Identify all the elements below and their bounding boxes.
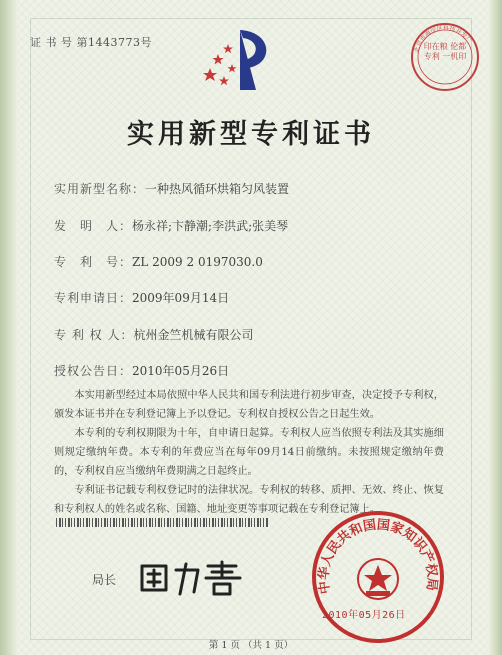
field-filing-date: [54, 289, 229, 306]
field-inventors: [54, 217, 288, 234]
certificate-title: 实用新型专利证书: [127, 119, 375, 150]
seal-text: 中华人民共和国国家知识产权局: [316, 517, 440, 595]
director-signature-icon: [136, 556, 246, 598]
field-value: 一种热风循环烘箱匀风装置: [145, 182, 290, 196]
field-value: ZL 2009 2 0197030.0: [132, 255, 263, 269]
left-border-ornament: [0, 0, 18, 655]
field-label: 发 明 人：: [54, 219, 133, 233]
director-label: 局长: [92, 573, 117, 587]
printer-seal-text: 印在粮 伦都专利 一机印: [423, 42, 467, 61]
field-value: 2010年05月26日: [132, 364, 230, 378]
certificate-body: [54, 386, 444, 519]
body-paragraph: 专利证书记载专利权登记时的法律状况。专利权的转移、质押、无效、终止、恢复和专利权人的姓名或名称、国籍、地址变更等事项记载在专利登记簿上。: [54, 485, 444, 515]
printer-seal: [408, 20, 482, 94]
right-border-ornament: [488, 0, 502, 655]
certificate-number: 证 书 号 第1443773号: [30, 36, 152, 49]
field-value: 杨永祥;卞静潮;李洪武;张美琴: [132, 219, 289, 233]
field-grant-date: [54, 362, 229, 379]
body-paragraph: 本实用新型经过本局依照中华人民共和国专利法进行初步审查，决定授予专利权，颁发本证书并在专利登记簿上予以登记。专利权自授权公告之日起生效。: [54, 390, 444, 420]
field-label: 实用新型名称：: [54, 182, 146, 196]
field-label: 专利申请日：: [54, 291, 133, 305]
barcode: [56, 518, 268, 527]
patent-office-emblem-icon: [196, 24, 276, 94]
field-value: 杭州金竺机械有限公司: [133, 328, 254, 342]
field-label: 专 利 号：: [54, 255, 133, 269]
field-value: 2009年09月14日: [132, 291, 230, 305]
field-label: 专 利 权 人：: [54, 328, 134, 342]
seal-date: 2010年05月26日: [322, 610, 406, 621]
field-patentee: [54, 326, 253, 343]
page-footer: 第 1 页 （共 1 页）: [208, 640, 294, 651]
field-label: 授权公告日：: [54, 364, 133, 378]
field-utility-model-name: [54, 180, 289, 197]
printer-seal-top-text: 北京市海淀区科技开发厂: [413, 24, 473, 54]
body-paragraph: 本专利的专利权期限为十年，自申请日起算。专利权人应当依照专利法及其实施细则规定缴纳年费。本专利的年费应当在每年09月14日前缴纳。未按照规定缴纳年费的，专利权自应当缴纳年费期满之日起终止。: [54, 428, 444, 477]
official-seal-icon: [308, 507, 448, 647]
field-patent-number: [54, 253, 263, 270]
